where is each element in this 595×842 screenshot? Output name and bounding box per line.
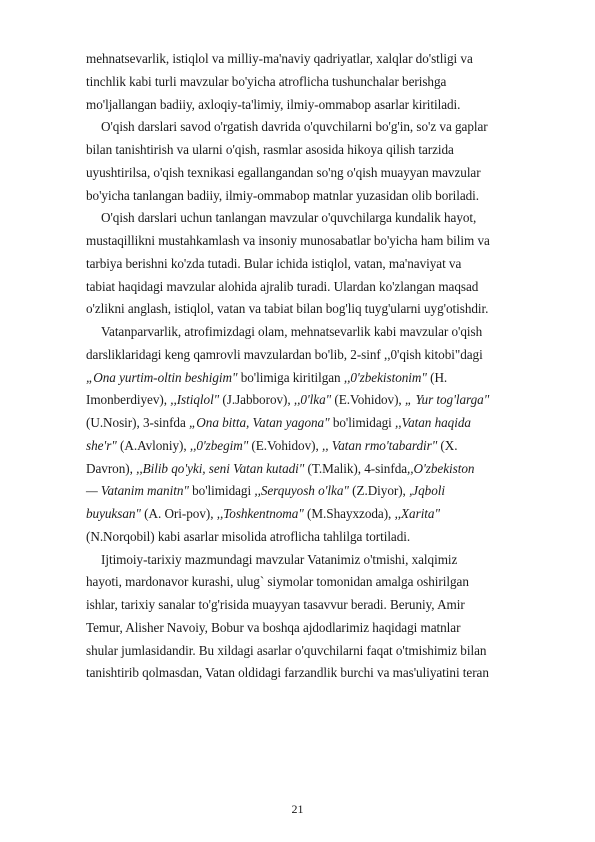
text-run: mo'ljallangan badiiy, axloqiy-ta'limiy, ilmiy-ommabop asarlar kiritiladi.	[86, 96, 461, 112]
text-run: (U.Nosir), 3-sinfda	[86, 415, 190, 430]
text-line	[86, 276, 552, 299]
text-run: ishlar, tarixiy sanalar to'g'risida muayyan tasavvur beradi. Beruniy, Amir	[86, 597, 465, 612]
paragraph-first-line	[86, 116, 552, 139]
text-run: (N.Norqobil) kabi asarlar misolida atroflicha tahlilga tortiladi.	[86, 528, 411, 544]
paragraph-first-line	[86, 321, 552, 344]
title-reference: ,,Bilib qo'yki, seni Vatan kutadi"	[136, 460, 305, 476]
text-run: Temur, Alisher Navoiy, Bobur va boshqa ajdodlarimiz haqidagi matnlar	[86, 619, 461, 635]
title-reference: „ Yur tog'larga"	[404, 392, 490, 408]
text-run: darsliklaridagi keng qamrovli mavzulardan bo'lib, 2-sinf ,,0'qish kitobi"dagi	[86, 346, 483, 362]
text-run: hayoti, mardonavor kurashi, ulug` siymolar tomonidan amalga oshirilgan	[86, 574, 469, 590]
text-run: O'qish darslari uchun tanlangan mavzular o'quvchilarga kundalik hayot,	[101, 210, 477, 226]
text-run: bo'limidagi	[188, 483, 255, 499]
text-line	[86, 162, 552, 185]
text-run: (Z.Diyor),	[348, 483, 410, 499]
text-line	[86, 48, 552, 71]
text-run: tabiat haqidagi mavzular alohida ajralib turadi. Ulardan ko'zlangan maqsad	[86, 278, 479, 294]
title-reference: buyuksan"	[86, 506, 141, 521]
text-line	[86, 367, 552, 390]
text-line	[86, 526, 552, 549]
title-reference: ,Jqboli	[409, 483, 445, 499]
text-run: (A.Avloniy),	[116, 437, 190, 453]
text-run: tanishtirib qolmasdan, Vatan oldidagi farzandlik burchi va mas'uliyatini teran	[86, 665, 489, 681]
text-line	[86, 435, 552, 458]
title-reference: she'r"	[86, 437, 117, 453]
text-run: Imonberdiyev),	[86, 392, 171, 408]
text-line	[86, 503, 552, 526]
text-line	[86, 139, 552, 162]
text-line	[86, 230, 552, 253]
page-number: 21	[291, 802, 304, 816]
text-run: shular jumlasidandir. Bu xildagi asarlar o'quvchilarni faqat o'tmishimiz bilan	[86, 642, 487, 658]
text-run: bo'limidagi	[329, 415, 396, 430]
title-reference: ,,Xarita"	[394, 506, 440, 521]
text-run: Davron),	[86, 460, 137, 476]
title-reference: ,,Toshkentnoma"	[216, 506, 304, 521]
title-reference: ,,0'zbegim"	[189, 437, 249, 453]
text-run: mehnatsevarlik, istiqlol va milliy-ma'naviy qadriyatlar, xalqlar do'stligi va	[86, 51, 473, 66]
text-run: (J.Jabborov),	[219, 392, 294, 408]
text-run: bo'yicha tanlangan badiiy, ilmiy-ommabop matnlar yuzasidan olib boriladi.	[86, 187, 480, 203]
title-reference: ,,Vatan haqida	[395, 415, 471, 430]
text-line	[86, 617, 552, 640]
paragraph-first-line	[86, 549, 552, 572]
text-line	[86, 412, 552, 435]
title-reference: ,,0'zbekistonim"	[343, 369, 427, 385]
text-line	[86, 458, 552, 481]
text-line	[86, 571, 552, 594]
text-line	[86, 640, 552, 663]
text-run: tinchlik kabi turli mavzular bo'yicha atroflicha tushunchalar berishga	[86, 73, 447, 89]
title-reference: „Ona yurtim-oltin beshigim"	[86, 369, 238, 385]
text-run: (E.Vohidov),	[331, 392, 405, 408]
title-reference: ,, Vatan rmo'tabardir"	[321, 437, 438, 453]
title-reference: ,,O'zbekiston	[407, 460, 475, 476]
text-run: (M.Shayxzoda),	[303, 506, 395, 521]
text-line	[86, 298, 552, 321]
text-run: tarbiya berishni ko'zda tutadi. Bular ichida istiqlol, vatan, ma'naviyat va	[86, 255, 462, 271]
text-run: (E.Vohidov),	[248, 437, 322, 453]
text-run: o'zlikni anglash, istiqlol, vatan va tabiat bilan bog'liq tuyg'ularni uyg'otishdir.	[86, 301, 489, 317]
text-line	[86, 344, 552, 367]
text-line	[86, 253, 552, 276]
text-line	[86, 480, 552, 503]
text-run: mustaqillikni mustahkamlash va insoniy munosabatlar bo'yicha ham bilim va	[86, 233, 490, 248]
text-line	[86, 94, 552, 117]
title-reference: ,,Istiqlol"	[170, 392, 220, 408]
text-line	[86, 662, 552, 685]
text-run: bo'limiga kiritilgan	[237, 369, 344, 385]
title-reference: — Vatanim manitn"	[86, 483, 189, 499]
document-body	[86, 48, 552, 685]
text-run: Ijtimoiy-tarixiy mazmundagi mavzular Vatanimiz o'tmishi, xalqimiz	[101, 551, 458, 567]
text-run: O'qish darslari savod o'rgatish davrida o'quvchilarni bo'g'in, so'z va gaplar	[101, 119, 488, 135]
text-line	[86, 71, 552, 94]
text-run: bilan tanishtirish va ularni o'qish, rasmlar asosida hikoya qilish tarzida	[86, 142, 454, 157]
text-run: (H.	[426, 369, 448, 385]
text-run: Vatanparvarlik, atrofimizdagi olam, mehnatsevarlik kabi mavzular o'qish	[101, 324, 483, 339]
title-reference: ,,Serquyosh o'lka"	[254, 483, 349, 499]
text-run: uyushtirilsa, o'qish texnikasi egallangandan so'ng o'qish muayyan mavzular	[86, 164, 481, 180]
text-line	[86, 389, 552, 412]
text-run: (X.	[437, 437, 458, 453]
text-run: (A. Ori-pov),	[140, 506, 217, 521]
title-reference: ,,0'lka"	[293, 392, 332, 408]
paragraph-first-line	[86, 207, 552, 230]
text-line	[86, 185, 552, 208]
text-run: (T.Malik), 4-sinfda	[304, 460, 408, 476]
text-line	[86, 594, 552, 617]
title-reference: „Ona bitta, Vatan yagona"	[189, 415, 330, 430]
